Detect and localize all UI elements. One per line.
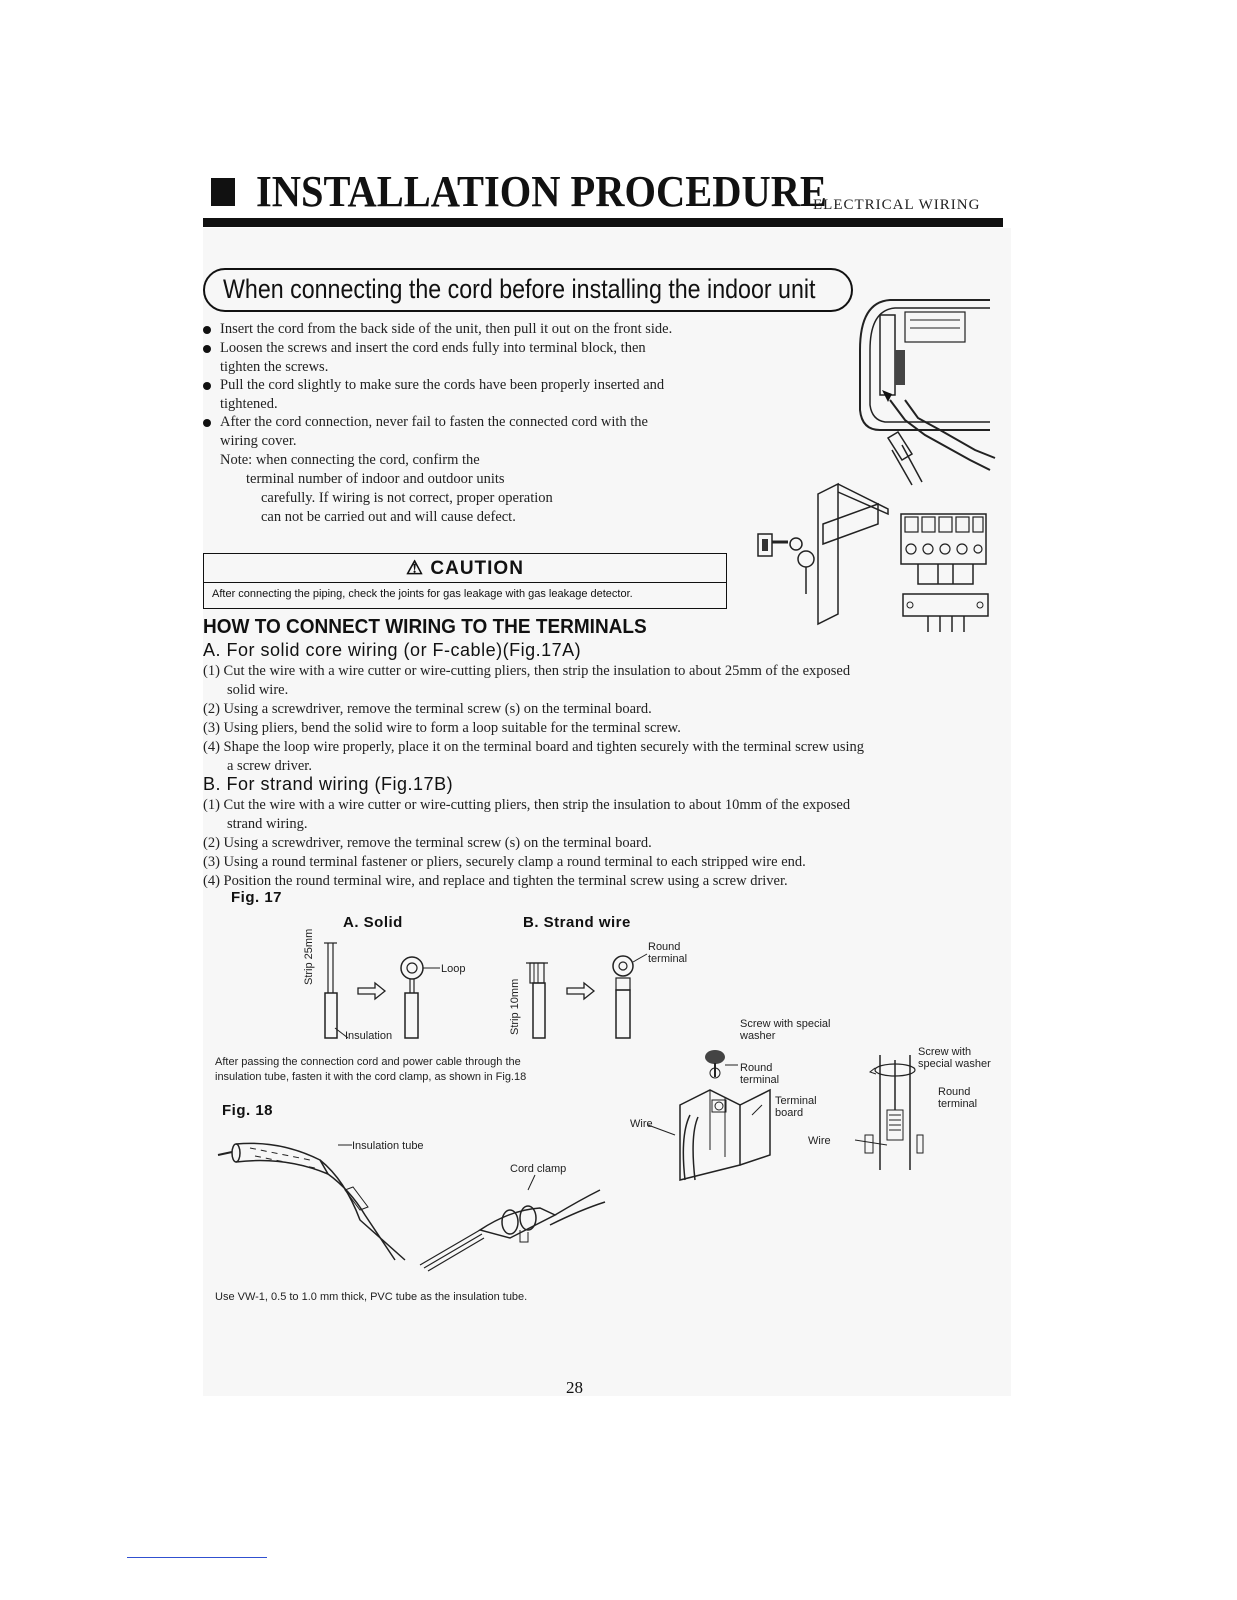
loop-label: Loop	[441, 963, 466, 975]
bullet-icon	[203, 326, 211, 334]
page-subtitle: ELECTRICAL WIRING	[813, 197, 981, 213]
strip-10-label: Strip 10mm	[509, 978, 521, 1035]
bullet-icon	[203, 419, 211, 427]
fig18-footer: Use VW-1, 0.5 to 1.0 mm thick, PVC tube as the insulation tube.	[215, 1291, 528, 1303]
strand-wiring-heading: B. For strand wiring (Fig.17B)	[203, 774, 454, 794]
screw-washer-label-2: Screw with special washer	[918, 1046, 991, 1070]
strand-step: (2) Using a screwdriver, remove the terminal screw (s) on the terminal board.	[203, 835, 652, 851]
caution-text: After connecting the piping, check the joints for gas leakage with gas leakage detector.	[212, 588, 633, 600]
wire-label-2: Wire	[808, 1135, 831, 1147]
wire-label: Wire	[630, 1118, 653, 1130]
fig17-label: Fig. 17	[231, 889, 283, 906]
title-square-icon	[211, 178, 235, 206]
connecting-heading: When connecting the cord before installing the indoor unit	[223, 274, 816, 304]
caution-header	[204, 557, 726, 580]
fig18-intro-line: After passing the connection cord and power cable through the	[215, 1056, 521, 1068]
caution-title: CAUTION	[430, 558, 524, 579]
solid-wiring-heading: A. For solid core wiring (or F-cable)(Fig.17A)	[203, 640, 582, 660]
indoor-unit-illustration	[850, 290, 1000, 490]
fig17-solid-diagram	[300, 938, 490, 1043]
bullet-icon	[203, 382, 211, 390]
footer-link-underline[interactable]	[127, 1557, 267, 1558]
bullet-icon	[203, 345, 211, 353]
title-rule	[203, 218, 1003, 227]
warning-icon: ⚠	[406, 558, 425, 579]
strand-step: (4) Position the round terminal wire, and replace and tighten the terminal screw using a screw driver.	[203, 873, 788, 889]
connecting-heading-box	[203, 268, 853, 312]
strand-step: (3) Using a round terminal fastener or pliers, securely clamp a round terminal to each stripped wire end.	[203, 854, 806, 870]
solid-step: (3) Using pliers, bend the solid wire to form a loop suitable for the terminal screw.	[203, 720, 681, 736]
fig18-cord-diagram	[210, 1130, 610, 1280]
solid-step-continuation: solid wire.	[227, 682, 289, 698]
note-line: terminal number of indoor and outdoor units	[246, 471, 505, 487]
strip-25-label: Strip 25mm	[303, 928, 315, 985]
solid-step-continuation: a screw driver.	[227, 758, 312, 774]
page-title: INSTALLATION PROCEDURE	[256, 167, 827, 216]
fig17-strand-caption: B. Strand wire	[523, 914, 631, 931]
page-number: 28	[566, 1378, 583, 1397]
screw-washer-label: Screw with special washer	[740, 1018, 831, 1042]
strand-step-continuation: strand wiring.	[227, 816, 308, 832]
terminal-board-label: Terminal board	[775, 1095, 817, 1119]
fig18-intro-line: insulation tube, fasten it with the cord clamp, as shown in Fig.18	[215, 1071, 527, 1083]
note-line: can not be carried out and will cause defect.	[261, 509, 516, 525]
solid-step: (4) Shape the loop wire properly, place it on the terminal board and tighten securely with the terminal screw using	[203, 739, 865, 755]
cord-clamp-label: Cord clamp	[510, 1163, 567, 1175]
strand-step: (1) Cut the wire with a wire cutter or wire-cutting pliers, then strip the insulation to about 10mm of the exposed	[203, 797, 851, 813]
note-line: Note: when connecting the cord, confirm the	[220, 452, 480, 468]
caution-box	[203, 553, 727, 609]
fig18-label: Fig. 18	[222, 1102, 274, 1119]
insulation-tube-label: Insulation tube	[352, 1140, 424, 1152]
caution-divider	[204, 582, 726, 583]
round-terminal-label: Round terminal	[648, 941, 688, 965]
note-line: carefully. If wiring is not correct, proper operation	[261, 490, 553, 506]
solid-step: (2) Using a screwdriver, remove the terminal screw (s) on the terminal board.	[203, 701, 652, 717]
insulation-label: Insulation	[345, 1030, 393, 1042]
fig17-solid-caption: A. Solid	[343, 914, 403, 931]
solid-step: (1) Cut the wire with a wire cutter or wire-cutting pliers, then strip the insulation to about 25mm of the exposed	[203, 663, 851, 679]
terminal-block-illustration	[758, 484, 998, 634]
terminals-heading: HOW TO CONNECT WIRING TO THE TERMINALS	[203, 616, 647, 638]
round-terminal-label-2: Round terminal	[740, 1062, 780, 1086]
round-terminal-label-3: Round terminal	[938, 1086, 978, 1110]
